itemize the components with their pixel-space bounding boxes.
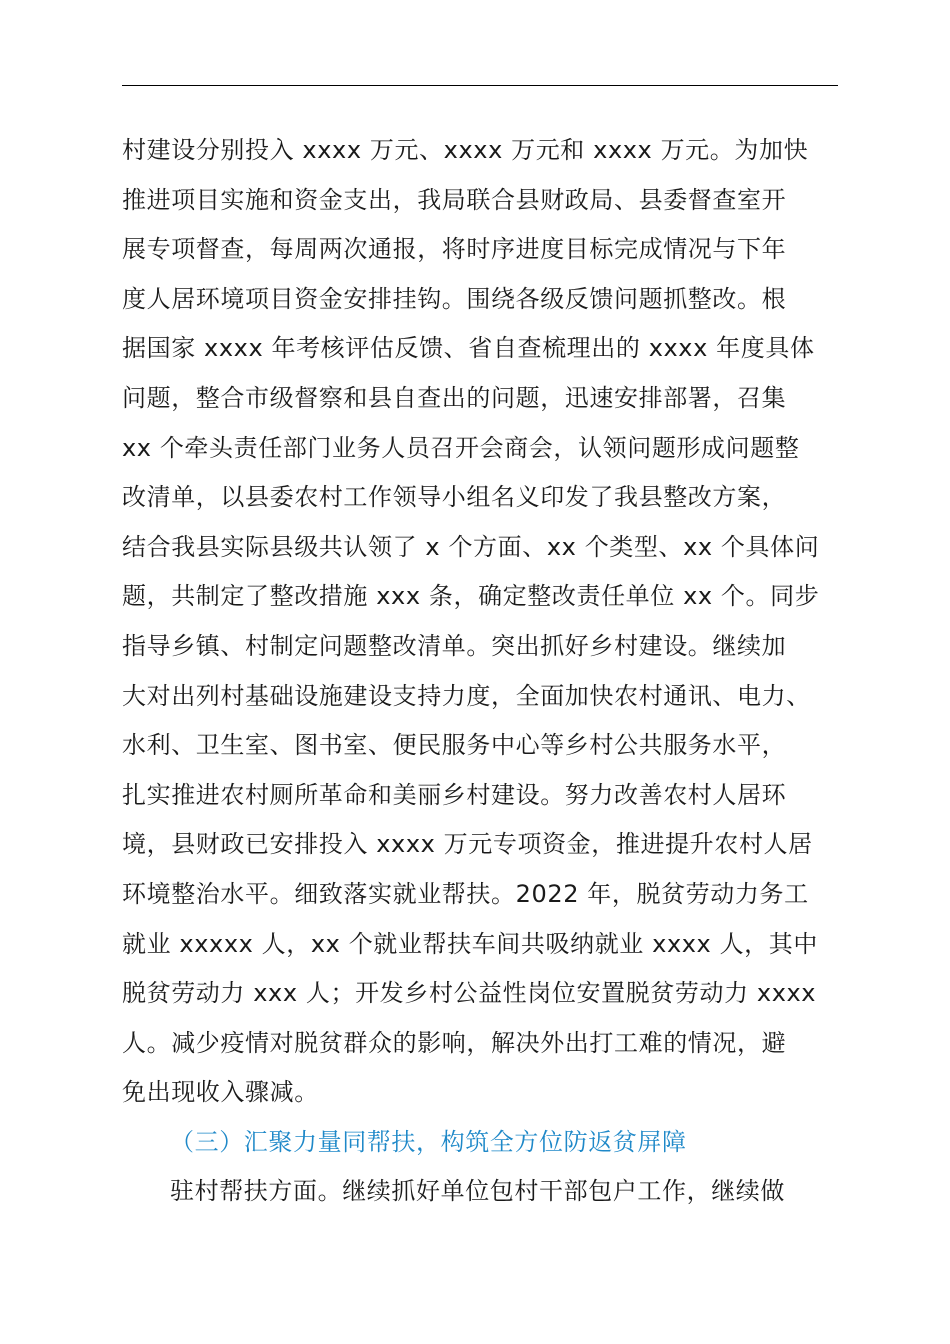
text-line: 水利、卫生室、图书室、便民服务中心等乡村公共服务水平， bbox=[122, 731, 787, 760]
text-line: 就业 xxxxx 人，xx 个就业帮扶车间共吸纳就业 xxxx 人，其中 bbox=[122, 929, 818, 958]
text-line: 据国家 xxxx 年考核评估反馈、省自查梳理出的 xxxx 年度具体 bbox=[122, 334, 815, 363]
header-rule bbox=[122, 85, 838, 86]
text-line: 境，县财政已安排投入 xxxx 万元专项资金，推进提升农村人居 bbox=[122, 830, 813, 859]
text-line: 指导乡镇、村制定问题整改清单。突出抓好乡村建设。继续加 bbox=[122, 631, 787, 660]
text-line: 推进项目实施和资金支出，我局联合县财政局、县委督查室开 bbox=[122, 185, 787, 214]
body-text bbox=[122, 126, 852, 1217]
text-line: 免出现收入骤减。 bbox=[122, 1078, 319, 1107]
text-line: 问题，整合市级督察和县自查出的问题，迅速安排部署，召集 bbox=[122, 383, 787, 412]
text-line: 人。减少疫情对脱贫群众的影响，解决外出打工难的情况，避 bbox=[122, 1028, 787, 1057]
text-line: xx 个牵头责任部门业务人员召开会商会，认领问题形成问题整 bbox=[122, 433, 800, 462]
paragraph-first-line: 驻村帮扶方面。继续抓好单位包村干部包户工作，继续做 bbox=[170, 1177, 785, 1206]
text-line: 结合我县实际县级共认领了 x 个方面、xx 个类型、xx 个具体问 bbox=[122, 532, 820, 561]
text-line: 大对出列村基础设施建设支持力度，全面加快农村通讯、电力、 bbox=[122, 681, 811, 710]
text-line: 环境整治水平。细致落实就业帮扶。2022 年，脱贫劳动力务工 bbox=[122, 879, 809, 908]
text-line: 展专项督查，每周两次通报，将时序进度目标完成情况与下年 bbox=[122, 235, 787, 264]
text-line: 村建设分别投入 xxxx 万元、xxxx 万元和 xxxx 万元。为加快 bbox=[122, 136, 809, 164]
text-line: 题，共制定了整改措施 xxx 条，确定整改责任单位 xx 个。同步 bbox=[122, 582, 820, 611]
text-line: 扎实推进农村厕所革命和美丽乡村建设。努力改善农村人居环 bbox=[122, 780, 787, 809]
text-line: 改清单，以县委农村工作领导小组名义印发了我县整改方案， bbox=[122, 483, 787, 512]
section-heading: （三）汇聚力量同帮扶，构筑全方位防返贫屏障 bbox=[170, 1127, 687, 1156]
text-line: 脱贫劳动力 xxx 人；开发乡村公益性岗位安置脱贫劳动力 xxxx bbox=[122, 979, 817, 1008]
text-line: 度人居环境项目资金安排挂钩。围绕各级反馈问题抓整改。根 bbox=[122, 284, 787, 313]
